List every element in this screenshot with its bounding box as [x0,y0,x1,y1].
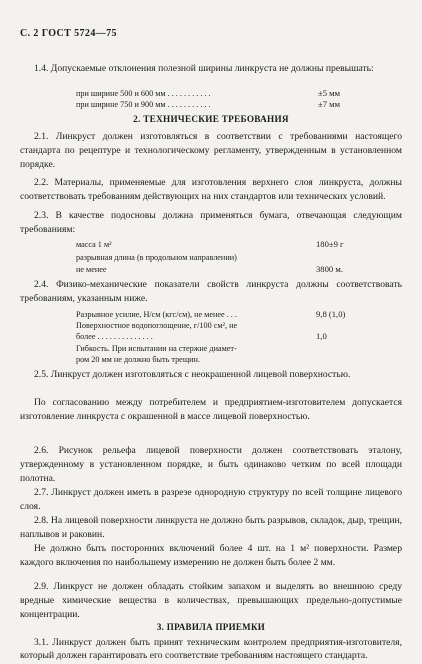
water-label-2: более . . . . . . . . . . . . . . [76,332,153,341]
clause-2-1: 2.1. Линкруст должен изготовляться в соответствии с требованиями настоящего стандарта по рецептуре и технологическому регламенту, утвержденным в установленном порядке. [20,131,402,170]
paper-mass-label: масса 1 м² [76,240,112,249]
flex-label: Гибкость. При испытании на стержне диамет- [76,344,237,353]
clause-3-1: 3.1. Линкруст должен быть принят техническим контролем предприятия-изготовителя, который должен гарантировать его соответствие требованиям настоящего стандарта. [20,637,402,661]
clause-2-9: 2.9. Линкруст не должен обладать стойким запахом и выделять во внешнюю среду вредные химические вещества в количествах, превышающих предельно-допустимые концентрации. [20,581,402,620]
width-row-value: ±7 мм [318,99,341,109]
paper-break-label-2: не менее [76,265,107,274]
tensile-value: 9,8 (1,0) [316,309,346,319]
paper-break-value: 3800 м. [316,264,343,274]
flex-label-2: ром 20 мм не должно быть трещин. [76,355,200,364]
paper-break-label: разрывная длина (в продольном направлении) [76,253,237,262]
width-row-value: ±5 мм [318,88,341,98]
clause-2-5-note: По согласованию между потребителем и предприятием-изготовителем допускается изготовление линкруста с окрашенной в массе лицевой поверхностью. [20,397,402,422]
water-value: 1,0 [316,331,327,341]
clause-1-4: 1.4. Допускаемые отклонения полезной ширины линкруста не должны превышать: [34,63,374,74]
clause-2-8: 2.8. На лицевой поверхности линкруста не должно быть разрывов, складок, дыр, трещин, наплывов и раковин. [20,515,402,540]
clause-2-4: 2.4. Физико-механические показатели свойств линкруста должны соответствовать требованиям, указанным ниже. [20,279,402,304]
section-2-title: 2. ТЕХНИЧЕСКИЕ ТРЕБОВАНИЯ [133,114,289,124]
water-label: Поверхностное водопоглощение, г/100 см², не [76,321,238,330]
clause-2-2: 2.2. Материалы, применяемые для изготовления верхнего слоя линкруста, должны соответствовать требованиям действующих на них стандартов или технических условий. [20,177,402,202]
clause-2-6: 2.6. Рисунок рельефа лицевой поверхности должен соответствовать эталону, утвержденному в установленном порядке, и быть одинаково четким по всей площади полотна. [20,445,402,484]
clause-2-8-note: Не должно быть посторонних включений более 4 шт. на 1 м² поверхности. Размер каждого включения по наибольшему измерению не должен быть более 2 мм. [20,543,402,568]
width-row-label: при ширине 500 и 600 мм . . . . . . . . . . . [76,89,211,98]
tensile-label: Разрывное усилие, Н/см (кгс/см), не менее . . . [76,310,237,319]
page-header: С. 2 ГОСТ 5724—75 [20,28,117,39]
section-3-title: 3. ПРАВИЛА ПРИЕМКИ [156,622,266,632]
paper-mass-value: 180±9 г [316,239,344,249]
width-row-label: при ширине 750 и 900 мм . . . . . . . . . . . [76,100,211,109]
clause-2-5: 2.5. Линкруст должен изготовляться с неокрашенной лицевой поверхностью. [34,369,351,380]
clause-2-3: 2.3. В качестве подосновы должна применяться бумага, отвечающая следующим требованиям: [20,210,402,235]
clause-2-7: 2.7. Линкруст должен иметь в разрезе однородную структуру по всей толщине лицевого слоя. [20,487,402,512]
